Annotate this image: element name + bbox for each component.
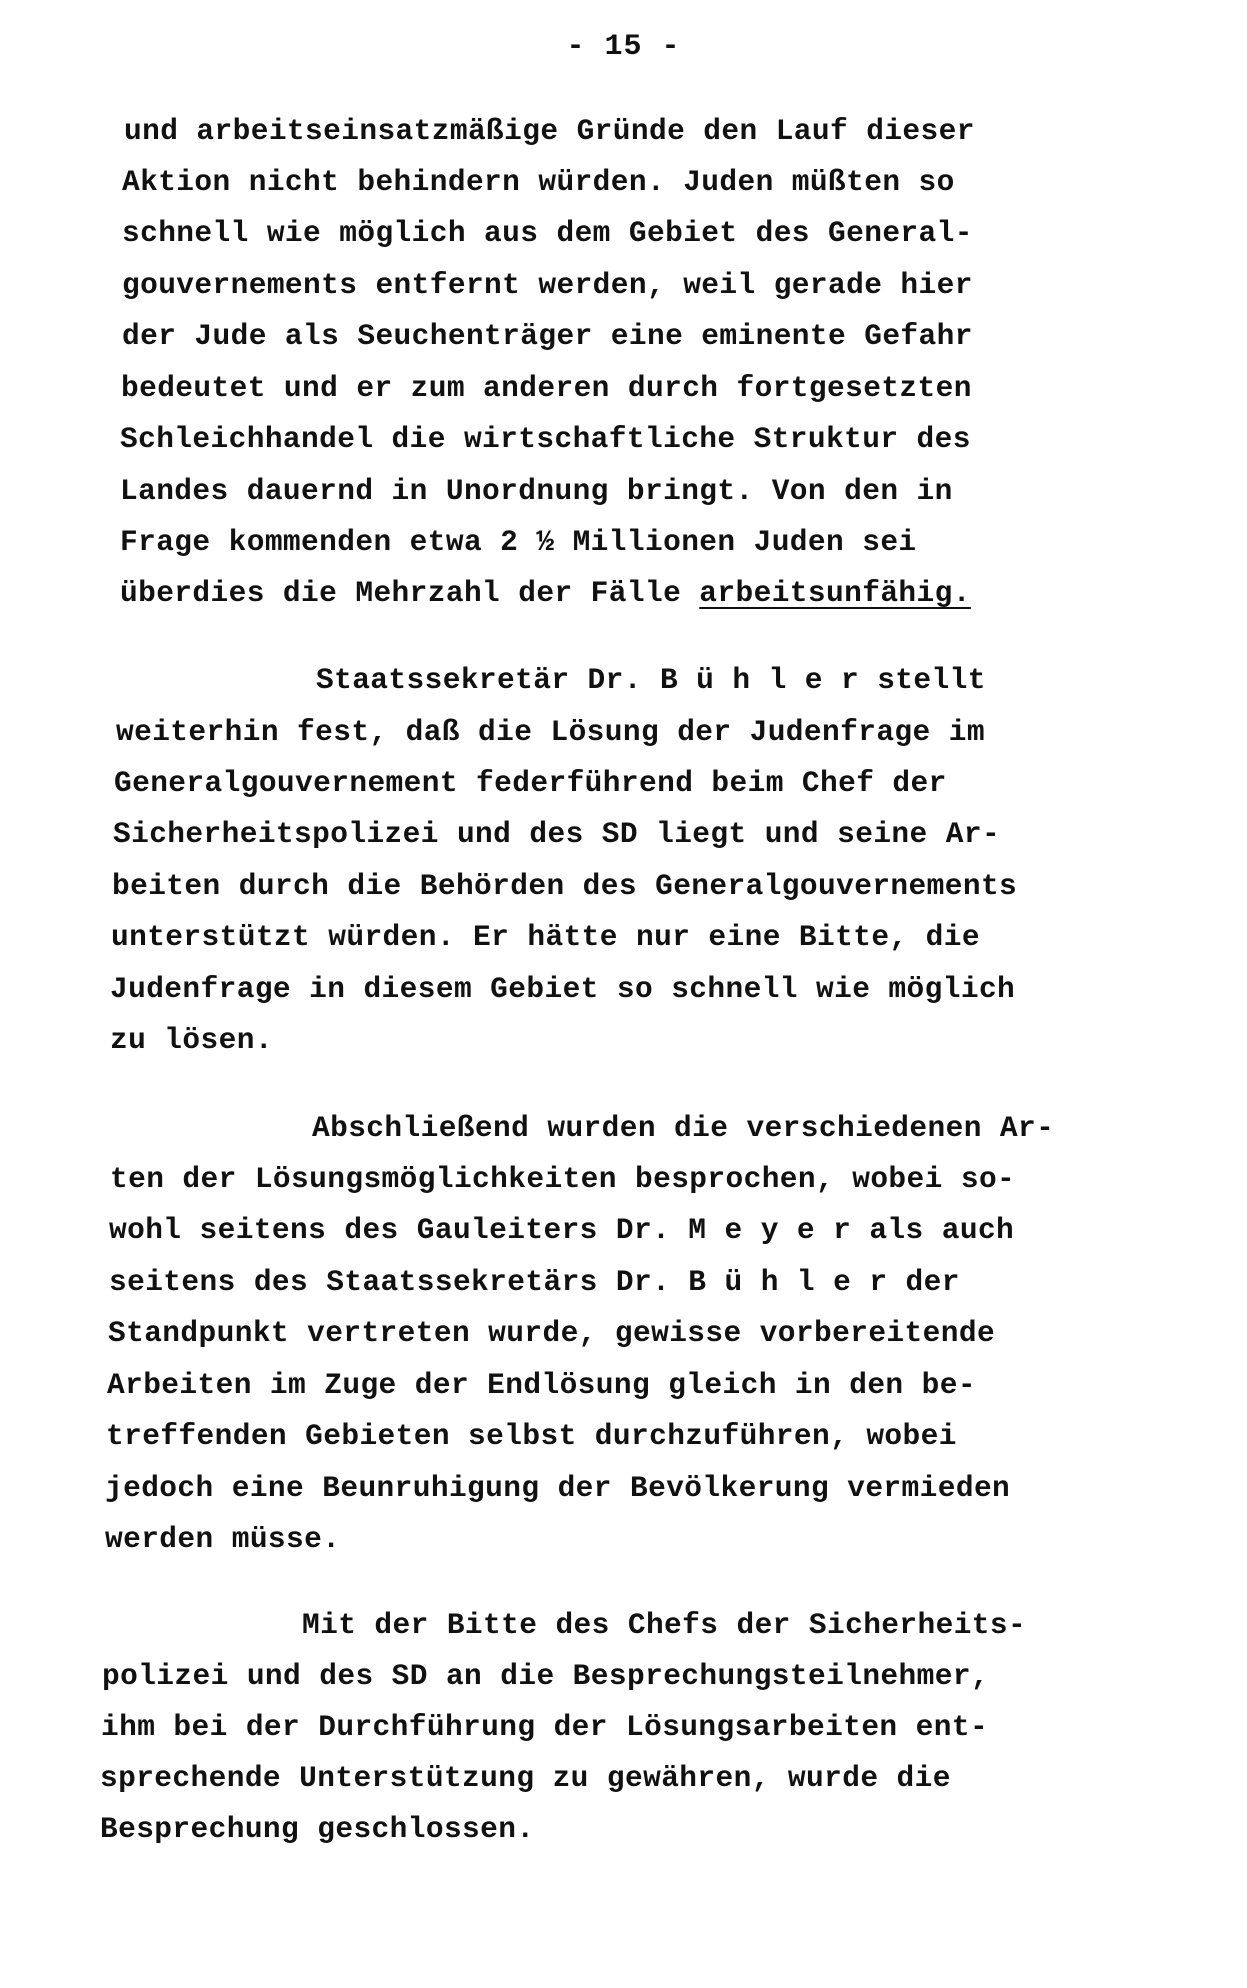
- text-line: der Jude als Seuchenträger eine eminente Gefahr: [122, 319, 973, 353]
- text-line: Generalgouvernement federführend beim Chef der: [114, 766, 947, 800]
- text-line: Judenfrage in diesem Gebiet so schnell wie möglich: [110, 972, 1016, 1006]
- text-line: sprechende Unterstützung zu gewähren, wurde die: [100, 1761, 951, 1795]
- text-line: bedeutet und er zum anderen durch fortgesetzten: [121, 371, 972, 405]
- text-line: treffenden Gebieten selbst durchzuführen, wobei: [106, 1419, 957, 1453]
- text-line: zu lösen.: [110, 1023, 273, 1057]
- underlined-word: arbeitsunfähig.: [699, 576, 971, 610]
- text-line: beiten durch die Behörden des Generalgouvernements: [112, 869, 1018, 903]
- text-line: [120, 576, 971, 610]
- text-line: unterstützt würden. Er hätte nur eine Bitte, die: [111, 920, 980, 954]
- text-line: Landes dauernd in Unordnung bringt. Von den in: [120, 474, 953, 508]
- text-line: seitens des Staatssekretärs Dr. B ü h l e r der: [109, 1265, 960, 1299]
- page-number: - 15 -: [566, 30, 681, 64]
- text-line: weiterhin fest, daß die Lösung der Judenfrage im: [116, 715, 985, 749]
- text-line: Mit der Bitte des Chefs der Sicherheits-: [302, 1608, 1027, 1642]
- text-line: Aktion nicht behindern würden. Juden müßten so: [122, 165, 955, 199]
- text-line: polizei und des SD an die Besprechungsteilnehmer,: [102, 1659, 990, 1693]
- text-line: Standpunkt vertreten wurde, gewisse vorbereitende: [108, 1316, 996, 1350]
- text-line: werden müsse.: [105, 1522, 341, 1556]
- text-line: Staatssekretär Dr. B ü h l e r stellt: [316, 663, 986, 697]
- text-line: Schleichhandel die wirtschaftliche Struktur des: [120, 422, 971, 456]
- text-line: ten der Lösungsmöglichkeiten besprochen, wobei so-: [110, 1162, 1016, 1196]
- text-line: jedoch eine Beunruhigung der Bevölkerung vermieden: [105, 1471, 1011, 1505]
- text-line: schnell wie möglich aus dem Gebiet des General-: [122, 216, 973, 250]
- text-line: Abschließend wurden die verschiedenen Ar-: [312, 1111, 1055, 1145]
- text-line: gouvernements entfernt werden, weil gerade hier: [122, 268, 973, 302]
- text-line: und arbeitseinsatzmäßige Gründe den Lauf dieser: [124, 114, 975, 148]
- text-line: Frage kommenden etwa 2 ½ Millionen Juden sei: [120, 525, 917, 559]
- text-line: Sicherheitspolizei und des SD liegt und seine Ar-: [113, 817, 1001, 851]
- text-line: ihm bei der Durchführung der Lösungsarbeiten ent-: [101, 1710, 989, 1744]
- text-line: Besprechung geschlossen.: [100, 1812, 535, 1846]
- text-line: Arbeiten im Zuge der Endlösung gleich in den be-: [107, 1368, 976, 1402]
- text-segment: überdies die Mehrzahl der Fälle: [120, 576, 700, 610]
- text-line: wohl seitens des Gauleiters Dr. M e y e r als auch: [109, 1213, 1015, 1247]
